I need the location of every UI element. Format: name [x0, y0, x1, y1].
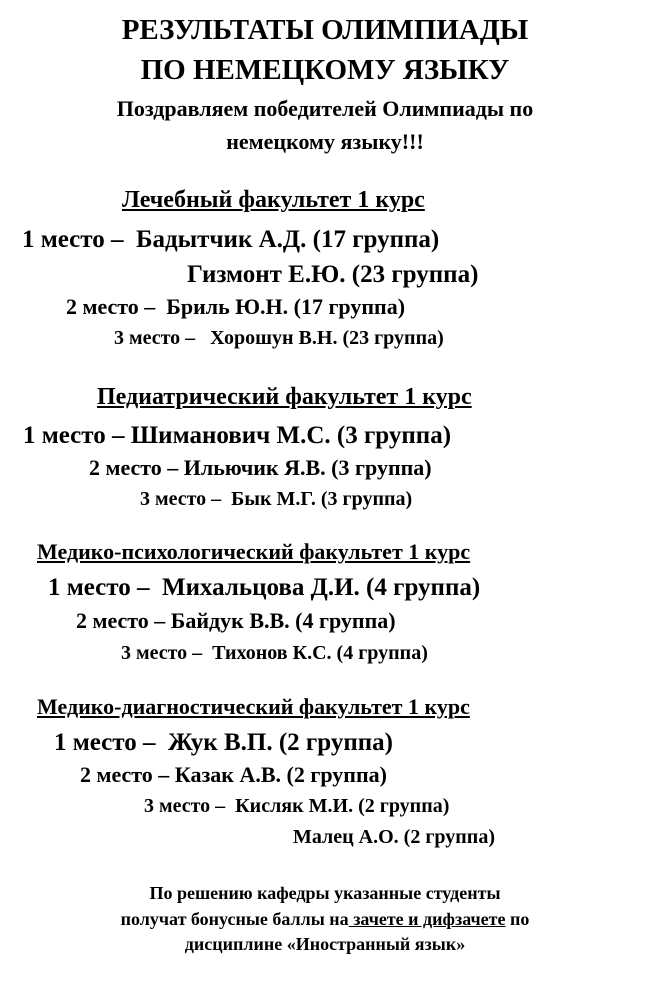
footer-line-2-start: получат бонусные баллы на	[120, 909, 349, 929]
place-line-pediatric-1: 1 место – Шиманович М.С. (3 группа)	[23, 422, 452, 449]
footer-line-2	[0, 910, 650, 928]
faculty-heading-medical: Лечебный факультет 1 курс	[122, 187, 425, 213]
place-line-medical-3: 3 место – Хорошун В.Н. (23 группа)	[114, 327, 444, 349]
congratulations-line-2: немецкому языку!!!	[226, 129, 424, 154]
place-line-diagnostics-1: 1 место – Жук В.П. (2 группа)	[54, 729, 393, 756]
footer-line-2-end: по	[505, 909, 530, 929]
place-line-psychology-1: 1 место – Михальцова Д.И. (4 группа)	[48, 574, 481, 601]
faculty-heading-diagnostics: Медико-диагностический факультет 1 курс	[37, 694, 470, 719]
page-title-line-1: РЕЗУЛЬТАТЫ ОЛИМПИАДЫ	[121, 14, 529, 46]
place-line-medical-1b: Гизмонт Е.Ю. (23 группа)	[187, 261, 479, 288]
place-line-pediatric-2: 2 место – Ильючик Я.В. (3 группа)	[89, 455, 432, 480]
place-line-diagnostics-3: 3 место – Кисляк М.И. (2 группа)	[144, 795, 450, 817]
place-line-diagnostics-2: 2 место – Казак А.В. (2 группа)	[80, 762, 387, 787]
place-line-medical-2: 2 место – Бриль Ю.Н. (17 группа)	[66, 294, 406, 319]
faculty-heading-pediatric: Педиатрический факультет 1 курс	[97, 384, 472, 410]
footer-credit-highlight: зачете и дифзачете	[348, 909, 506, 929]
place-line-diagnostics-3b: Малец А.О. (2 группа)	[293, 826, 495, 848]
place-line-pediatric-3: 3 место – Бык М.Г. (3 группа)	[140, 488, 413, 510]
page-title-line-2: ПО НЕМЕЦКОМУ ЯЗЫКУ	[140, 54, 510, 86]
footer-line-3: дисциплине «Иностранный язык»	[184, 934, 466, 954]
place-line-psychology-3: 3 место – Тихонов К.С. (4 группа)	[121, 642, 428, 664]
place-line-medical-1: 1 место – Бадытчик А.Д. (17 группа)	[22, 226, 440, 253]
congratulations-line-1: Поздравляем победителей Олимпиады по	[116, 96, 534, 121]
place-line-psychology-2: 2 место – Байдук В.В. (4 группа)	[76, 608, 396, 633]
faculty-heading-psychology: Медико-психологический факультет 1 курс	[37, 539, 471, 564]
footer-line-1: По решению кафедры указанные студенты	[149, 883, 501, 903]
